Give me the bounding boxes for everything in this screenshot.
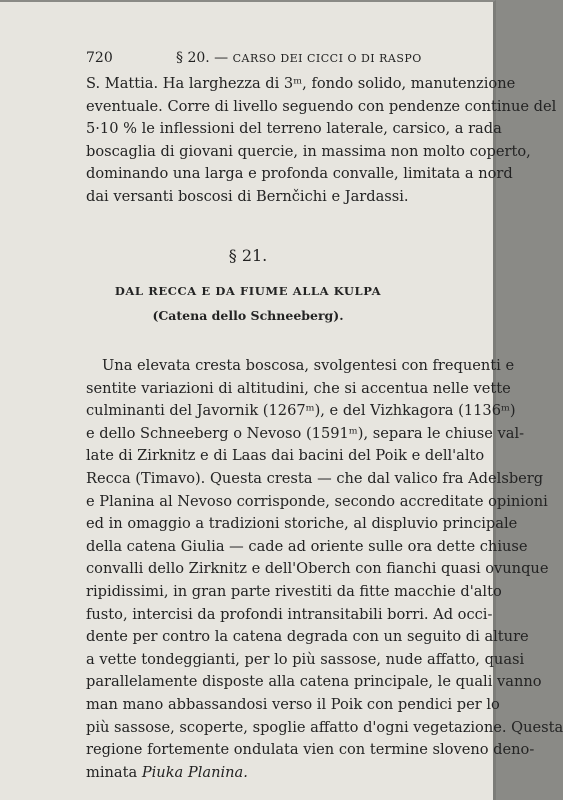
text-line: convalli dello Zirknitz e dell'Oberch con fianchi quasi ovunque	[86, 560, 549, 578]
text-line: Recca (Timavo). Questa cresta — che dal valico fra Adelsberg	[86, 469, 544, 487]
section-subtitle: (Catena dello Schneeberg).	[152, 308, 344, 323]
text-line: Una elevata cresta boscosa, svolgentesi con frequenti e	[102, 357, 515, 374]
running-title-caps: CARSO DEI CICCI O DI RASPO	[232, 52, 422, 65]
text-line: più sassose, scoperte, spoglie affatto d'ogni vegetazione. Questa	[86, 718, 563, 736]
text-line: S. Mattia. Ha larghezza di 3ᵐ, fondo solido, manutenzione	[86, 75, 516, 92]
text-line: a vette tondeggianti, per lo più sassose, nude affatto, quasi	[86, 650, 525, 668]
text-line: ed in omaggio a tradizioni storiche, al displuvio principale	[86, 515, 518, 533]
text-line: culminanti del Javornik (1267ᵐ), e del Vizhkagora (1136ᵐ)	[86, 402, 516, 420]
italic-place-name: Piuka Planina.	[141, 763, 248, 781]
running-title	[176, 50, 422, 66]
text-line: boscaglia di giovani quercie, in massima non molto coperto,	[86, 142, 531, 160]
section-title: DAL RECCA E DA FIUME ALLA KULPA	[114, 284, 382, 298]
paragraph-continuation	[86, 73, 557, 209]
text-line: sentite variazioni di altitudini, che si accentua nelle vette	[86, 379, 511, 397]
text-line: della catena Giulia — cade ad oriente sulle ora dette chiuse	[86, 537, 528, 555]
running-title-prefix: § 20. —	[176, 50, 229, 66]
text-line: eventuale. Corre di livello seguendo con pendenze continue del	[86, 97, 557, 115]
section-number: § 21.	[228, 246, 268, 265]
text-line: 5·10 % le inflessioni del terreno laterale, carsico, a rada	[86, 120, 502, 138]
text-line: late di Zirknitz e di Laas dai bacini del Poik e dell'alto	[86, 447, 485, 465]
text-line: dai versanti boscosi di Bernčichi e Jardassi.	[86, 187, 409, 205]
text-line: dominando una larga e profonda convalle, limitata a nord	[86, 165, 513, 183]
text-line: fusto, intercisi da profondi intransitabili borri. Ad occi-	[86, 605, 493, 623]
text-line: e Planina al Nevoso corrisponde, secondo accreditate opinioni	[86, 492, 548, 510]
text-line: dente per contro la catena degrada con un seguito di alture	[86, 628, 529, 646]
text-line-prefix: minata	[86, 763, 138, 781]
page-number: 720	[86, 50, 113, 66]
text-line: regione fortemente ondulata vien con termine sloveno deno-	[86, 741, 535, 759]
text-line: parallelamente disposte alla catena principale, le quali vanno	[86, 673, 542, 691]
text-line: man mano abbassandosi verso il Poik con pendici per lo	[86, 695, 500, 713]
paragraph-main	[86, 355, 563, 784]
text-line: e dello Schneeberg o Nevoso (1591ᵐ), separa le chiuse val-	[86, 424, 525, 442]
text-line: ripidissimi, in gran parte rivestiti da fitte macchie d'alto	[86, 582, 502, 600]
text-line-last	[86, 762, 461, 785]
